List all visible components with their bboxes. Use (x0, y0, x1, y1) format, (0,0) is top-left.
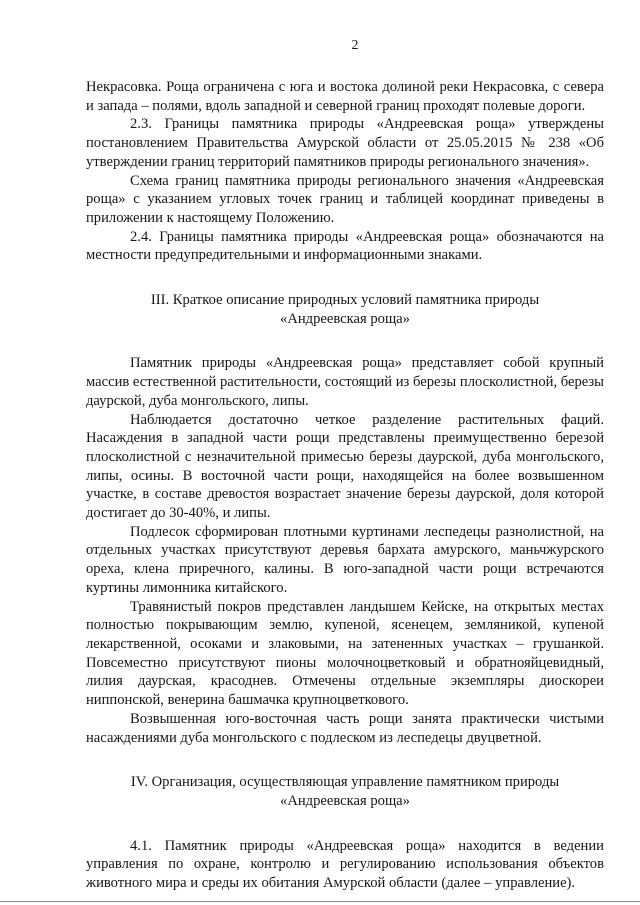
section-3-body (86, 354, 604, 747)
paragraph-3-5: Возвышенная юго-восточная часть рощи занята практически чистыми насаждениями дуба монгольского с подлеском из леспедецы двуцветной. (86, 710, 604, 746)
paragraph-3-1: Памятник природы «Андреевская роща» представляет собой крупный массив естественной растительности, состоящий из березы плосколистной, березы даурской, дуба монгольского, липы. (86, 355, 604, 409)
section-4-heading-line1: IV. Организация, осуществляющая управление памятником природы (130, 774, 560, 791)
section-3-heading (86, 291, 604, 328)
paragraph-scheme: Схема границ памятника природы регионального значения «Андреевская роща» с указанием угловых точек границ и таблицей координат приведены в приложении к настоящему Положению. (86, 172, 604, 226)
paragraph-2-4: 2.4. Границы памятника природы «Андреевская роща» обозначаются на местности предупредительными и информационными знаками. (86, 228, 604, 264)
section-3-heading-line2: «Андреевская роща» (280, 310, 410, 327)
scan-edge-line (0, 901, 640, 902)
paragraph-3-3: Подлесок сформирован плотными куртинами леспедецы разнолистной, на отдельных участках присутствуют деревья бархата амурского, маньчжурского ореха, клена приречного, калины. В юго-западной части рощи встречаются куртины лимонника китайского. (86, 523, 604, 596)
section-3-heading-line1: III. Краткое описание природных условий памятника природы (150, 292, 540, 309)
paragraph-2-3: 2.3. Границы памятника природы «Андреевская роща» утверждены постановлением Правительства Амурской области от 25.05.2015 № 238 «Об утверждении границ территорий памятников природы регионального значения». (86, 116, 604, 170)
section-4-heading (86, 773, 604, 810)
section-4-heading-line2: «Андреевская роща» (280, 792, 410, 809)
section-4-body (86, 837, 604, 893)
paragraph-3-4: Травянистый покров представлен ландышем Кейске, на открытых местах полностью покрывающим землю, купеной, ясенецем, земляникой, купеной лекарственной, осоками и злаковыми, на затененных участках – грушанкой. Повсеместно присутствуют пионы молочноцветковый и обратнояйцевидный, лилия даурская, красоднев. Отмечены отдельные экземпляры диоскореи ниппонской, венерина башмачка крупноцветкового. (86, 598, 604, 709)
paragraph-2-2-tail: Некрасовка. Роща ограничена с юга и востока долиной реки Некрасовка, с севера и запада – полями, вдоль западной и северной границ проходят полевые дороги. (86, 79, 604, 114)
page-number: 2 (351, 38, 359, 53)
paragraph-4-1: 4.1. Памятник природы «Андреевская роща» находится в ведении управления по охране, контролю и регулированию использования объектов животного мира и среды их обитания Амурской области (далее – управление). (86, 837, 604, 892)
paragraph-3-2: Наблюдается достаточно четкое разделение растительных фаций. Насаждения в западной части рощи представлены преимущественно березой плосколистной с незначительной примесью березы даурской, дуба монгольского, липы, осины. В восточной части рощи, находящейся на более возвышенном участке, в составе древостоя возрастает значение березы даурской, доля которой достигает до 30-40%, и липы. (86, 411, 604, 522)
